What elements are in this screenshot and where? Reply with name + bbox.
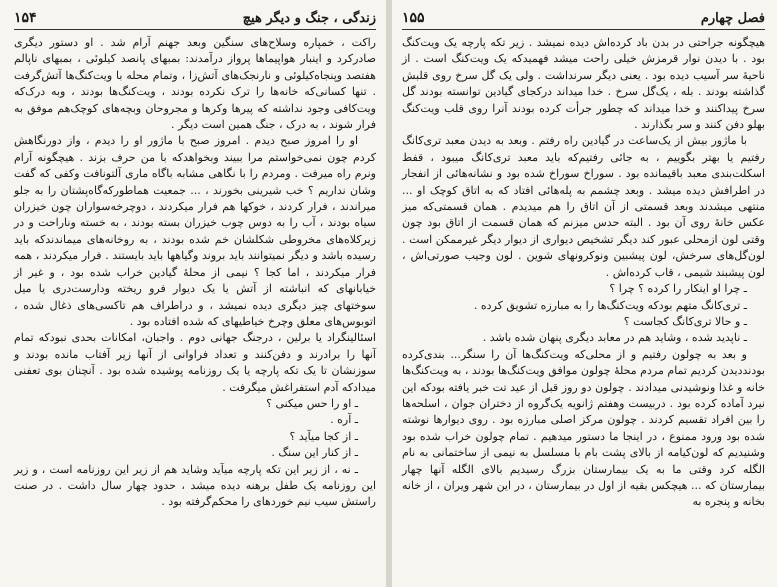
left-page [0, 0, 386, 587]
dialogue-line: ـ و حالا تری‌کانگ کجاست ؟ [623, 314, 747, 328]
page-number: ۱۵۴ [14, 10, 37, 26]
right-page-header [402, 10, 765, 30]
dialogue-line: ـ ناپدید شده ، وشاید هم در معابد دیگری پنهان شده باشد . [482, 331, 747, 345]
dialogue-line: ـ تری‌کانگ متهم بودکه ویت‌کنگ‌ها را به مبارزه تشویق کرده . [473, 298, 747, 312]
dialogue-line: ـ از کجا میآید ؟ [289, 429, 358, 443]
dialogue-line: ـ از کنار این سنگ . [271, 446, 358, 460]
running-title: زندگی ، جنگ و دیگر هیچ [242, 11, 376, 26]
paragraph: او را امروز صبح دیدم . امروز صبح با ماژور او را دیدم ، واز دورنگاهش کردم چون نمی‌خواستم مرا ببیند وبخواهدکه با من حرف بزند . هیچگونه آرام ونرم راه میرفت . ومردم را با نگاهی مشابه باگاه ماری آلتونافت وکفی که گفت وشان نداریم ؟ خب شیرینی بخورند ، ... جمعیت هماطورکه‌گاه‌پشتان را به جلو میراندند ، فرار کردند ، خوکها هم فرار میکردند ، دوچرخه‌سواران چون خیزران سیاه بودند ، آب را به دوس چوب خیزران بسته بودند ، به خسته وناراحت و در زیرکلاه‌های مخروطی شکلشان خم شده بودند ، به روخانه‌های میماندندکه باید رسیده باشد و دیگر نمیتوانند باید بروند وگیاهها باید بایستند . فرار میکردند ، همه فرار میکردند ، اما کجا ؟ نیمی از محلهٔ گیادین خراب شده بود ، و غیر از خیابانهای که انباشته از آتش یا یک دیوار فرو ریخته ودارست‌دری یا میل سوختهای چیز دیگری دیده نمیشد ، و دراطراف هم تاکسی‌های ذغال شده ، اتوبوس‌های معلق وچرخ خیاطیهای که شده افتاده بود . [14, 134, 376, 328]
paragraph: با ماژور بیش از یک‌ساعت در گیادین راه رفتم . وبعد به دیدن معبد تری‌کانگ رفتیم یا بهتر بگوییم ، به جائی رفتیم‌که باید معبد تری‌کانگ میبود ، قفط اسکلت‌بندی معبد باقیمانده بود . سوراخ سوراخ شده بود و نشانه‌هائی از انفجار در اطرافش دیده میشد . وبعد چشمم به پله‌هائی افتاد که به اتاق کوچک او ... منتهی میشدند وبعد قسمتی از آن اتاق را هم میدیدم . همان قسمتی‌که میز عکس خانهٔ روی آن بود . البته حدس میزنم که همان قسمت از اتاق بود چون وقتی لون ازمحلی عبور کند دیگر تشخیص دیواری از دیوار دیگر غیرممکن است . لون‌گل‌های سرخش، لون پیشبین ونوکرونهای شوین . لون وجیب صورتی‌اش ، لون پیشبند شیمی ، قاب کرده‌اش . [402, 134, 765, 279]
left-page-header [14, 10, 376, 30]
running-title: فصل چهارم [700, 11, 765, 26]
paragraph: راکت ، خمپاره وسلاح‌های سنگین وبعد جهنم آرام شد . او دستور دیگری صادرکرد و اینبار هواپیماها پرواز درآمدند: بمبهای پانصد کیلوئی ، بمبهای ناپالم هفتصد وپنجاه‌کیلوئی و نارنجک‌های آتش‌زا ، وتمام محله با ویت‌کنگ‌ها آتش‌گرفت . تنها کسانی‌که خانه‌ها را ترک نکرده بودند ، ویت‌کنگ‌ها بودند ، وبه درک‌که ویت‌کافی وجود نداشته که پیرها وکرها و مجروحان وبچه‌های کوچک‌هم موفق به فرار شوند ، به درک ، جنگ همین است دیگر . [14, 36, 376, 132]
dialogue-line: ـ او را حس میکنی ؟ [266, 396, 358, 410]
paragraph: اسئالینگراد یا برلین ، درجنگ جهانی دوم . واجبان، امکانات بحدی نبودکه تمام آنها را برادرند و دفن‌کنند و تعداد فراوانی از آنها زیر آفتاب مانده بودند و سوزنشان تا یک تکه پارچه یا یک روزنامه پوشیده شده بود . آنچنان بوی تعفنی میدادکه آدم استفراغش میگرفت . [14, 331, 376, 394]
paragraph: هیچگونه جراحتی در بدن باد کرده‌اش دیده نمیشد . زیر تکه پارچه یک ویت‌کنگ بود . با دیدن نوار قرمزش خیلی راحت میشد فهمیدکه یک ویت‌کنگ است . از ناحیهٔ سر آسیب دیده بود . یعنی دیگر سرنداشت . ولی یک گل سرخ روی قلبش گذاشته بودند . بله ، یک‌گل سرخ . خدا میداند درکجای گیادین توانسته بودند گل سرخ پیداکنند و خدا میداند که چطور جرأت کرده بودند آنرا روی قلب ویت‌کنگ بهلو دفن کنند و سر بگذارند . [402, 36, 765, 132]
paragraph: ـ نه ، از زیر این تکه پارچه میآید وشاید هم از زیر این روزنامه است ، و زیر این روزنامه یک طفل برهنه دیده میشد ، حدود چهار سال داشت . در صنت راستش سیب نیم خوردهای را محکم‌گرفته بود . [14, 462, 376, 509]
right-page [392, 0, 777, 587]
page-number: ۱۵۵ [402, 10, 425, 26]
dialogue-line: ـ آره . [330, 413, 358, 427]
paragraph: و بعد به چولون رفتیم و از محلی‌که ویت‌کنگ‌ها آن را سنگر... بندی‌کرده بودند‌دیدن کردیم تمام مردم محلهٔ چولون موافق ویت‌کنگ‌ها بودند ، به ویت‌کنگ‌ها خانه و غذا ونوشیدنی میدادند . چولون دو روز قبل از عید تت خبر یافته بود‌که این نیرد آماده کرده بود . دربیست وهفتم ژانویه یک‌گروه از دختران جوان ، اسلحه‌ها را بین افراد تقسیم کردند . چولون مرکز اصلی مبارزه بود . روی دیوارها نوشته شده بود ورود ممنوع ، در اینجا ما دستور میدهیم . تمام چولون خراب شده بود وشنیدیم که لون‌کیامه از بالای پشت بام با مسلسل به نیمی از ساختمانی به نام الگله کرد وقتی ما به یک بیمارستان بزرگ رسیدیم بالای الگله آنها چهار بیمارستان که ... هیچکس بقیه از اول در بیمارستان ، در این شهر ویران ، از خانه بخانه و پنجره به [402, 347, 765, 509]
dialogue-line: ـ چرا او اینکار را کرده ؟ چرا ؟ [609, 282, 747, 296]
